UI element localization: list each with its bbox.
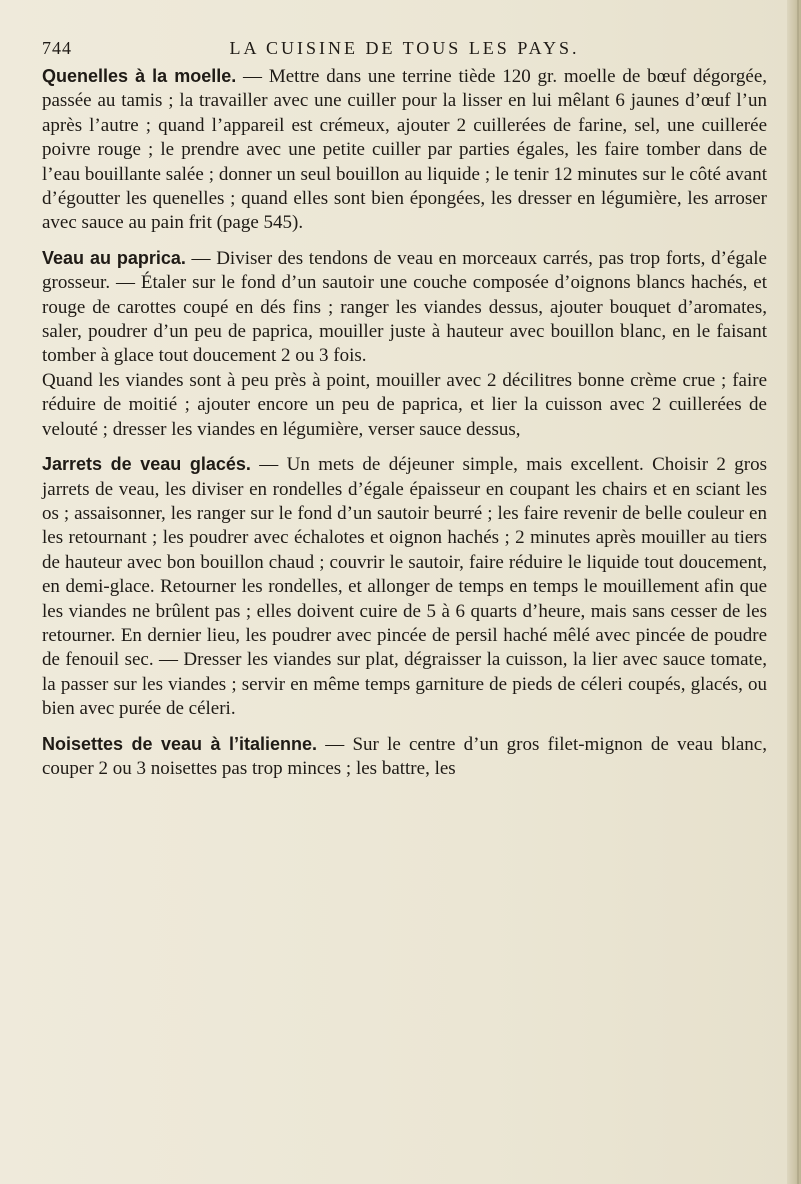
recipe-title: Jarrets de veau glacés. <box>42 454 251 475</box>
page-number: 744 <box>42 38 72 58</box>
recipe-noisettes <box>42 732 767 782</box>
recipe-title: Veau au paprica. <box>42 247 186 268</box>
recipe-body: — Mettre dans une terrine tiède 120 gr. moelle de bœuf dégorgée, passée au tamis ; la travailler avec une cuiller pour la lisser en lui mêlant 6 jaunes d’œuf l’un après l’autre ; quand l’appareil est crémeux, ajouter 2 cuillerées de farine, sel, une cuillerée poivre rouge ; le prendre avec une petite cuiller par parties égales, les faire tomber dans de l’eau bouillante salée ; donner un seul bouillon au liquide ; le tenir 12 minutes sur le côté avant d’égoutter les quenelles ; quand elles sont bien épongées, les dresser en légumière, les arroser avec sauce au pain frit (page 545). <box>42 66 768 234</box>
recipe-body: — Un mets de déjeuner simple, mais excellent. Choisir 2 gros jarrets de veau, les diviser en rondelles d’égale épaisseur en coupant les chairs et en sciant les os ; assaisonner, les ranger sur le fond d’un sautoir beurré ; les faire revenir de belle couleur en les retournant ; les poudrer avec échalotes et oignon hachés ; 2 minutes après mouiller au tiers de hauteur avec bon bouillon chaud ; couvrir le sautoir, faire réduire le liquide tout doucement, en demi-glace. Retourner les rondelles, et allonger de temps en temps le mouillement afin que les viandes ne brûlent pas ; elles doivent cuire de 5 à 6 quarts d’heure, mais sans cesser de les retourner. En dernier lieu, les poudrer avec pincée de persil haché mêlé avec pincée de poudre de fenouil sec. — Dresser les viandes sur plat, dégraisser la cuisson, la lier avec sauce tomate, la passer sur les viandes ; servir en même temps garniture de pieds de céleri coupés, glacés, ou bien avec purée de céleri. <box>42 454 767 720</box>
page-header <box>42 38 767 58</box>
page-edge-shadow <box>787 0 801 1184</box>
recipe-jarrets <box>42 452 767 721</box>
recipe-body-continued: Quand les viandes sont à peu près à point, mouiller avec 2 décilitres bonne crème crue ; faire réduire de moitié ; ajouter encore un peu de paprica, et lier la cuisson avec 2 cuillerées de velouté ; dresser les viandes en légumière, verser sauce dessus, <box>42 369 767 440</box>
recipe-veau-paprica <box>42 246 767 369</box>
recipe-quenelles <box>42 64 767 236</box>
recipe-veau-paprica-continued <box>42 369 767 442</box>
recipe-text <box>42 64 767 791</box>
recipe-body: — Diviser des tendons de veau en morceaux carrés, pas trop forts, d’égale grosseur. — Étaler sur le fond d’un sautoir une couche composée d’oignons blancs hachés, et rouge de carottes coupé en dés fins ; ranger les viandes dessus, ajouter bouquet d’aromates, saler, poudrer d’un peu de paprica, mouiller juste à hauteur avec bouillon blanc, en le faisant tomber à glace tout doucement 2 ou 3 fois. <box>42 247 767 367</box>
recipe-title: Noisettes de veau à l’italienne. <box>42 733 317 754</box>
recipe-title: Quenelles à la moelle. <box>42 66 237 86</box>
recipe-body: — Sur le centre d’un gros filet-mignon de veau blanc, couper 2 ou 3 noisettes pas trop minces ; les battre, les <box>42 733 767 779</box>
running-title: LA CUISINE DE TOUS LES PAYS. <box>229 38 580 58</box>
